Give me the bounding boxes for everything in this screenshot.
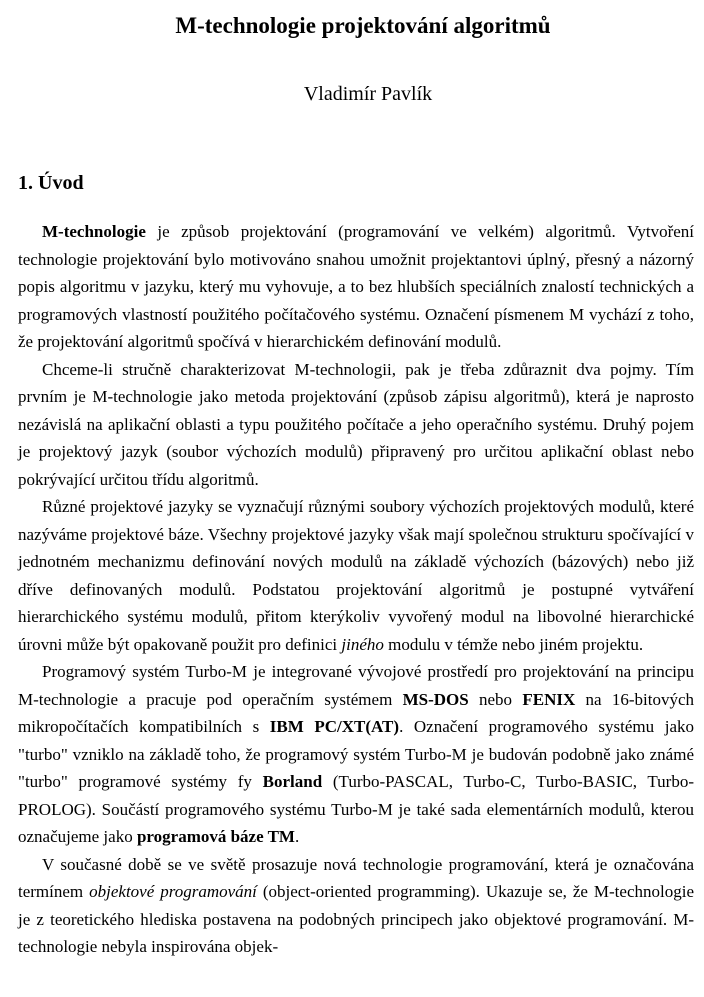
body-text [18,218,694,961]
paragraph-3-text-b: modulu v témže nebo jiném projektu. [383,634,644,654]
paragraph-4-bold-fenix: FENIX [522,689,576,709]
paragraph-1 [18,218,694,356]
document-page [18,8,695,956]
paragraph-1-lead: M-technologie [42,222,146,241]
paragraph-4-text-5: (Turbo-PASCAL, Turbo-C, Turbo-BASIC, Turbo-PROLOG). Součástí programového systému Turbo-M je také sada elementárních modulů, kterou označujeme jako [18,772,694,846]
paragraph-3-text-a: Různé projektové jazyky se vyznačují různými soubory výchozích projektových modulů, které nazýváme projektové báze. Všechny projektové jazyky však mají společnou strukturu spočívající v jednotném mechanizmu definování nových modulů na základě výchozích (bázových) nebo již dříve definovaných modulů. Podstatou projektování algoritmů je postupné vytváření hierarchického systému modulů, přitom kterýkoliv vyvořený modul na libovolné hierarchické úrovni může být opakovaně použit pro definici [18,497,694,654]
paragraph-4-text-3: na 16-bitových mikropočítačích kompatibilních s [18,689,695,736]
section-number: 1. [18,172,33,194]
paragraph-4-text-6: . [294,827,300,846]
paper-title: M-technologie projektování algoritmů [175,13,551,38]
section-title: Úvod [38,172,84,194]
author-name: Vladimír Pavlík [303,83,433,105]
paragraph-4-bold-ibmpc: IBM PC/XT(AT) [269,717,400,736]
paragraph-4-bold-baze: programová báze TM [136,827,295,846]
paragraph-5 [18,851,694,961]
paragraph-5-emphasis: objektové programování [89,882,257,901]
paragraph-3-emphasis: jiného [341,634,384,654]
paragraph-5-text-2: (object-oriented programming). Ukazuje se, že M-technologie je z teoretického hlediska postavena na podobných principech jako objektové programování. M-technologie nebyla inspirována objek- [18,882,694,956]
paragraph-2-text: Chceme-li stručně charakterizovat M-technologii, pak je třeba zdůraznit dva pojmy. Tím prvním je M-technologie jako metoda projektování (způsob zápisu algoritmů), která je naprosto nezávislá na aplikační oblasti a typu použitého počítače a jeho operačního systému. Druhý pojem je projektový jazyk (soubor výchozích modulů) připravený pro určitou aplikační oblast nebo pokrývající určitou třídu algoritmů. [18,359,694,489]
paragraph-4-bold-borland: Borland [262,772,323,791]
section-heading [18,168,84,198]
paragraph-4-text-4: . Označení programového systému jako "turbo" vzniklo na základě toho, že programový systém Turbo-M je budován podobně jako známé "turbo" programové systémy fy [18,717,694,791]
paragraph-4 [18,658,694,851]
paragraph-5-text-1: V současné době se ve světě prosazuje nová technologie programování, která je označována termínem [18,854,694,901]
paragraph-4-text-1: Programový systém Turbo-M je integrované vývojové prostředí pro projektování na principu M-technologie a pracuje pod operačním systémem [18,662,694,709]
paragraph-1-text: je způsob projektování (programování ve velkém) algoritmů. Vytvoření technologie projektování bylo motivováno snahou umožnit projektantovi úplný, přesný a názorný popis algoritmu v jazyku, který mu vyhovuje, a to bez hlubších speciálních znalostí technických a programových vlastností použitého počítačového systému. Označení písmenem M vychází z toho, že projektování algoritmů spočívá v hierarchickém definování modulů. [18,222,694,351]
paragraph-4-bold-msdos: MS-DOS [402,689,469,709]
paragraph-2 [18,356,694,494]
paragraph-4-text-2: nebo [468,689,523,709]
paragraph-3 [18,493,694,658]
